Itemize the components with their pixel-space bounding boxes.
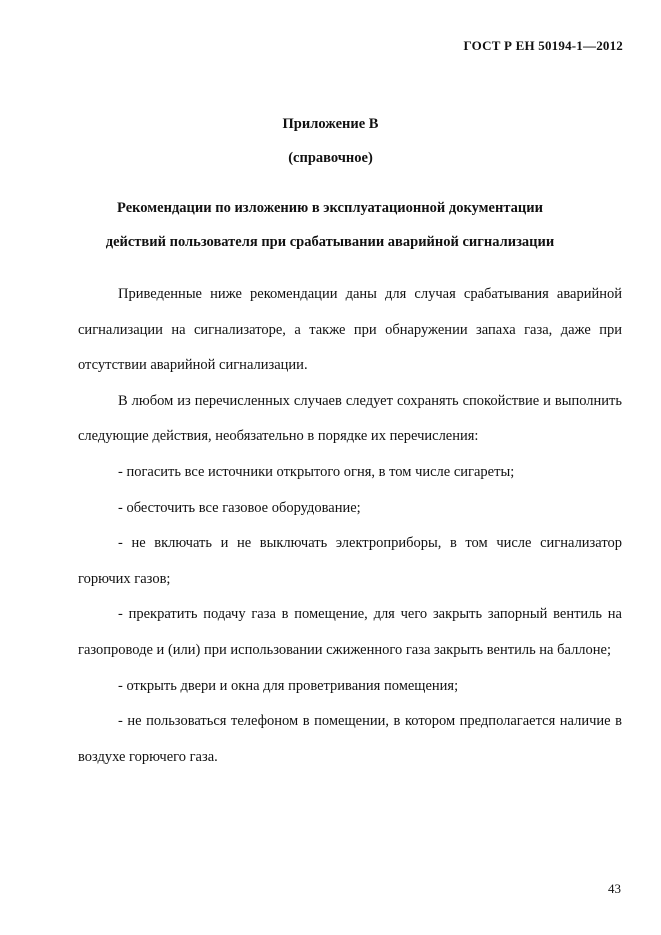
list-item-deenergize-equipment: - обесточить все газовое оборудование; (118, 499, 361, 516)
body-text (78, 277, 622, 775)
paragraph-intro: Приведенные ниже рекомендации даны для случая срабатывания аварийной сигнализации на сигнализаторе, а также при обнаружении запаха газа, даже при отсутствии аварийной сигнализации. (78, 286, 622, 374)
list-item-no-telephone: - не пользоваться телефоном в помещении, в котором предполагается наличие в воздухе горючего газа. (78, 713, 622, 765)
list-item-extinguish-fire: - погасить все источники открытого огня, в том числе сигареты; (118, 463, 515, 480)
paragraph-actions-intro: В любом из перечисленных случаев следует сохранять спокойствие и выполнить следующие действия, необязательно в порядке их перечисления: (78, 392, 622, 445)
list-item-stop-gas-supply: - прекратить подачу газа в помещение, для чего закрыть запорный вентиль на газопроводе и (или) при использовании сжиженного газа закрыть вентиль на баллоне; (78, 606, 622, 658)
list-item-no-switching-appliances: - не включать и не выключать электроприборы, в том числе сигнализатор горючих газов; (78, 535, 622, 587)
page-number: 43 (608, 881, 621, 896)
annex-heading-line-1: Рекомендации по изложению в эксплуатационной документации (117, 200, 543, 216)
annex-heading-line-2: действий пользователя при срабатывании аварийной сигнализации (105, 234, 555, 250)
annex-title: Приложение В (282, 116, 379, 132)
standard-code: ГОСТ Р ЕН 50194-1—2012 (463, 38, 623, 53)
annex-kind: (справочное) (288, 150, 373, 166)
list-item-ventilate: - открыть двери и окна для проветривания помещения; (118, 677, 459, 694)
